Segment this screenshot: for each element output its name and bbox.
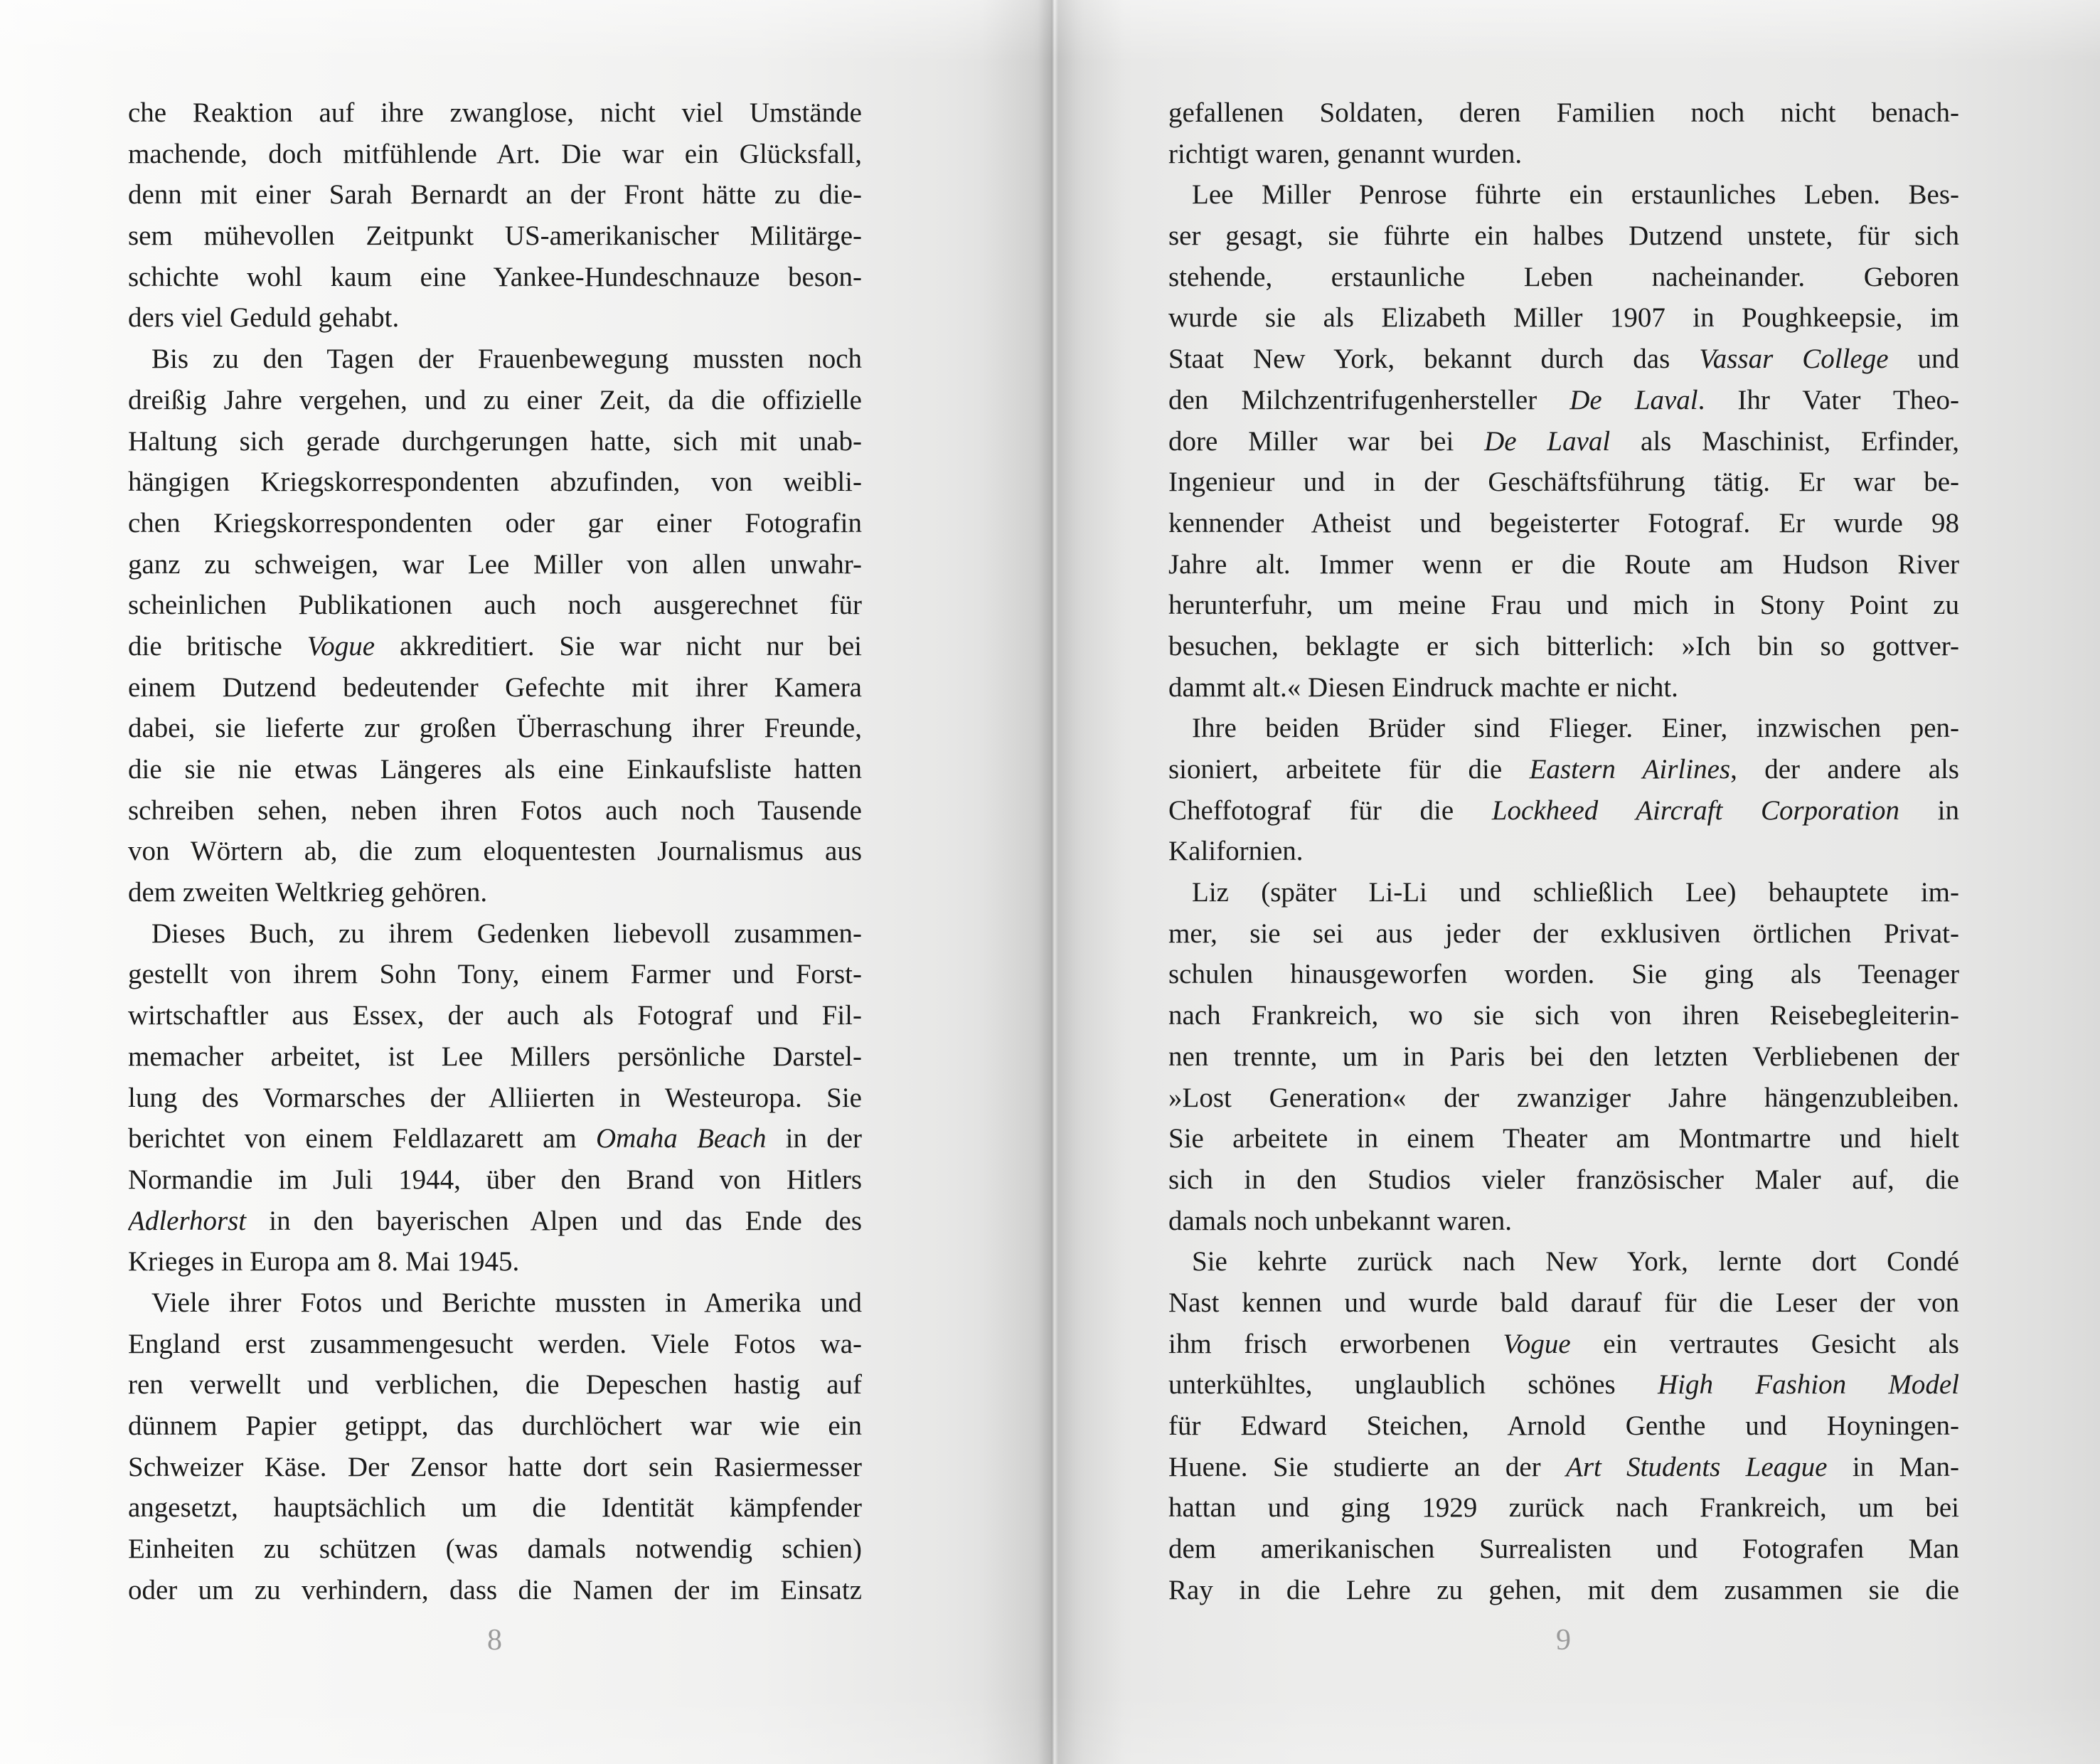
text-line	[128, 667, 862, 708]
text-segment: sem mühevollen Zeitpunkt US-amerikanischer Militärge-	[128, 220, 862, 252]
text-segment: memacher arbeitet, ist Lee Millers persönliche Darstel-	[128, 1041, 862, 1072]
text-line	[1168, 749, 1959, 790]
text-line	[1168, 1529, 1959, 1570]
text-line	[1168, 1282, 1959, 1324]
text-line	[128, 954, 862, 995]
text-segment: von Wörtern ab, die zum eloquentesten Journalismus aus	[128, 836, 862, 867]
text-segment: wurde sie als Elizabeth Miller 1907 in Poughkeepsie, im	[1168, 302, 1959, 334]
text-segment: , der andere als	[1730, 754, 1959, 785]
text-segment: Ray in die Lehre zu gehen, mit dem zusammen sie die	[1168, 1574, 1959, 1605]
text-line	[1168, 544, 1959, 585]
text-line	[1168, 1159, 1959, 1201]
text-line	[1168, 134, 1959, 175]
text-line	[128, 1570, 862, 1611]
page-gutter-shadow	[981, 0, 1124, 1764]
text-segment: Huene. Sie studierte an der	[1168, 1451, 1566, 1482]
text-line	[1168, 585, 1959, 626]
text-segment: in den bayerischen Alpen und das Ende des	[246, 1205, 862, 1236]
text-segment: einem Dutzend bedeutender Gefechte mit ihrer Kamera	[128, 671, 862, 703]
text-segment: schreiben sehen, neben ihren Fotos auch noch Tausende	[128, 795, 862, 826]
text-line	[128, 995, 862, 1036]
text-segment: nen trennte, um in Paris bei den letzten Verbliebenen der	[1168, 1041, 1959, 1072]
text-line	[1168, 174, 1959, 216]
text-segment: Staat New York, bekannt durch das	[1168, 344, 1700, 375]
text-line	[1168, 1406, 1959, 1447]
text-segment: hängigen Kriegskorrespondenten abzufinden, von weibli-	[128, 467, 862, 498]
text-line	[128, 913, 862, 955]
text-line	[128, 1529, 862, 1570]
text-segment: nach Frankreich, wo sie sich von ihren Reisebegleiterin-	[1168, 1000, 1959, 1031]
text-segment: ganz zu schweigen, war Lee Miller von allen unwahr-	[128, 548, 862, 580]
text-segment: besuchen, beklagte er sich bitterlich: »Ich bin so gottver-	[1168, 630, 1959, 662]
text-segment: ders viel Geduld gehabt.	[128, 302, 400, 334]
text-segment: Haltung sich gerade durchgerungen hatte, sich mit unab-	[128, 425, 862, 457]
text-segment: ein vertrautes Gesicht als	[1570, 1328, 1959, 1359]
text-segment: hattan und ging 1929 zurück nach Frankreich, um bei	[1168, 1492, 1959, 1524]
text-line	[1168, 667, 1959, 708]
text-line	[128, 1487, 862, 1529]
text-line	[128, 1118, 862, 1159]
text-segment: wirtschaftler aus Essex, der auch als Fotograf und Fil-	[128, 1000, 862, 1031]
text-segment: in	[1899, 795, 1959, 826]
italic-text: High Fashion Model	[1657, 1369, 1959, 1401]
text-segment: ser gesagt, sie führte ein halbes Dutzend unstete, für sich	[1168, 220, 1959, 252]
text-line	[1168, 1241, 1959, 1282]
text-line	[128, 585, 862, 626]
text-segment: dünnem Papier getippt, das durchlöchert war wie ein	[128, 1410, 862, 1441]
text-segment: scheinlichen Publikationen auch noch ausgerechnet für	[128, 590, 862, 621]
text-line	[128, 708, 862, 749]
text-line	[128, 257, 862, 298]
text-line	[128, 626, 862, 667]
text-segment: chen Kriegskorrespondenten oder gar einer Fotografin	[128, 507, 862, 538]
text-segment: dammt alt.« Diesen Eindruck machte er nicht.	[1168, 671, 1678, 703]
text-line	[1168, 1118, 1959, 1159]
italic-text: Lockheed Aircraft Corporation	[1491, 795, 1899, 826]
text-line	[128, 749, 862, 790]
text-segment: in Man-	[1827, 1451, 1959, 1482]
italic-text: Art Students League	[1566, 1451, 1828, 1482]
text-line	[1168, 216, 1959, 257]
text-segment: gefallenen Soldaten, deren Familien noch nicht benach-	[1168, 97, 1959, 128]
text-line	[1168, 1324, 1959, 1365]
text-line	[128, 1159, 862, 1201]
text-line	[128, 1406, 862, 1447]
text-segment: Liz (später Li-Li und schließlich Lee) behauptete im-	[1192, 877, 1959, 908]
text-line	[1168, 1447, 1959, 1488]
text-segment: den Milchzentrifugenhersteller	[1168, 384, 1570, 415]
text-segment: Sie arbeitete in einem Theater am Montmartre und hielt	[1168, 1123, 1959, 1154]
page-left	[128, 92, 862, 1657]
text-line	[1168, 913, 1959, 955]
text-line	[1168, 339, 1959, 380]
text-line	[1168, 872, 1959, 913]
italic-text: Omaha Beach	[595, 1123, 767, 1154]
text-segment: Jahre alt. Immer wenn er die Route am Hudson River	[1168, 548, 1959, 580]
italic-text: Eastern Airlines	[1529, 754, 1731, 785]
text-segment: England erst zusammengesucht werden. Viele Fotos wa-	[128, 1328, 862, 1359]
text-segment: dabei, sie lieferte zur großen Überraschung ihrer Freunde,	[128, 713, 862, 744]
text-segment: stehende, erstaunliche Leben nacheinander. Geboren	[1168, 261, 1959, 292]
text-segment: für Edward Steichen, Arnold Genthe und Hoyningen-	[1168, 1410, 1959, 1441]
text-line	[1168, 1570, 1959, 1611]
text-segment: und	[1888, 344, 1959, 375]
text-line	[128, 1201, 862, 1242]
text-line	[1168, 380, 1959, 421]
text-segment: Normandie im Juli 1944, über den Brand von Hitlers	[128, 1164, 862, 1195]
text-segment: dore Miller war bei	[1168, 425, 1485, 457]
text-line	[1168, 995, 1959, 1036]
italic-text: De Laval	[1569, 384, 1698, 415]
text-line	[128, 831, 862, 872]
text-line	[1168, 421, 1959, 462]
text-segment: als Maschinist, Erfinder,	[1610, 425, 1959, 457]
text-line	[1168, 462, 1959, 503]
text-segment: sioniert, arbeitete für die	[1168, 754, 1530, 785]
text-segment: dem amerikanischen Surrealisten und Fotografen Man	[1168, 1534, 1959, 1565]
text-line	[1168, 831, 1959, 872]
text-segment: Sie kehrte zurück nach New York, lernte dort Condé	[1192, 1246, 1959, 1277]
text-segment: Ihre beiden Brüder sind Flieger. Einer, inzwischen pen-	[1192, 713, 1959, 744]
text-line	[1168, 257, 1959, 298]
text-line	[128, 1241, 862, 1282]
text-segment: dem zweiten Weltkrieg gehören.	[128, 877, 488, 908]
text-line	[128, 380, 862, 421]
text-line	[1168, 708, 1959, 749]
text-line	[1168, 1364, 1959, 1406]
text-line	[128, 92, 862, 134]
text-line	[128, 134, 862, 175]
text-segment: herunterfuhr, um meine Frau und mich in Stony Point zu	[1168, 590, 1959, 621]
text-segment: die sie nie etwas Längeres als eine Einkaufsliste hatten	[128, 754, 862, 785]
text-segment: gestellt von ihrem Sohn Tony, einem Farmer und Forst-	[128, 959, 862, 990]
text-segment: kennender Atheist und begeisterter Fotograf. Er wurde 98	[1168, 507, 1959, 538]
text-line	[128, 1036, 862, 1078]
text-line	[128, 174, 862, 216]
page-right	[1168, 92, 1959, 1657]
text-line	[128, 216, 862, 257]
text-segment: akkreditiert. Sie war nicht nur bei	[375, 630, 862, 662]
text-segment: in der	[766, 1123, 862, 1154]
text-line	[128, 339, 862, 380]
text-line	[128, 503, 862, 544]
text-segment: Schweizer Käse. Der Zensor hatte dort sein Rasiermesser	[128, 1451, 862, 1482]
text-line	[1168, 626, 1959, 667]
text-line	[1168, 1201, 1959, 1242]
text-segment: machende, doch mitfühlende Art. Die war ein Glücksfall,	[128, 138, 862, 169]
text-segment: ren verwellt und verblichen, die Depeschen hastig auf	[128, 1369, 862, 1401]
text-segment: schulen hinausgeworfen worden. Sie ging als Teenager	[1168, 959, 1959, 990]
text-segment: Nast kennen und wurde bald darauf für die Leser der von	[1168, 1287, 1959, 1318]
text-block	[128, 92, 862, 1610]
text-line	[128, 544, 862, 585]
text-segment: denn mit einer Sarah Bernardt an der Front hätte zu die-	[128, 179, 862, 211]
text-segment: richtigt waren, genannt wurden.	[1168, 138, 1523, 169]
text-segment: lung des Vormarsches der Alliierten in Westeuropa. Sie	[128, 1082, 862, 1113]
text-segment: damals noch unbekannt waren.	[1168, 1205, 1513, 1236]
text-line	[128, 1282, 862, 1324]
text-line	[128, 1447, 862, 1488]
text-line	[1168, 1078, 1959, 1119]
text-segment: »Lost Generation« der zwanziger Jahre hängenzubleiben.	[1168, 1082, 1959, 1113]
text-line	[1168, 1487, 1959, 1529]
text-line	[128, 421, 862, 462]
page-number: 8	[487, 1624, 503, 1657]
italic-text: Vassar College	[1699, 344, 1889, 375]
text-segment: dreißig Jahre vergehen, und zu einer Zeit, da die offizielle	[128, 384, 862, 415]
text-segment: berichtet von einem Feldlazarett am	[128, 1123, 596, 1154]
text-line	[1168, 503, 1959, 544]
text-line	[128, 872, 862, 913]
text-line	[1168, 297, 1959, 339]
text-line	[128, 1364, 862, 1406]
text-line	[128, 790, 862, 831]
text-segment: oder um zu verhindern, dass die Namen der im Einsatz	[128, 1574, 862, 1605]
text-segment: Bis zu den Tagen der Frauenbewegung mussten noch	[151, 344, 862, 375]
text-segment: die britische	[128, 630, 307, 662]
text-line	[128, 1324, 862, 1365]
text-segment: Dieses Buch, zu ihrem Gedenken liebevoll zusammen-	[151, 918, 862, 949]
text-line	[128, 297, 862, 339]
text-segment: mer, sie sei aus jeder der exklusiven örtlichen Privat-	[1168, 918, 1959, 949]
text-segment: angesetzt, hauptsächlich um die Identität kämpfender	[128, 1492, 862, 1524]
text-segment: . Ihr Vater Theo-	[1697, 384, 1959, 415]
text-block	[1168, 92, 1959, 1610]
italic-text: Vogue	[1503, 1328, 1571, 1359]
italic-text: De Laval	[1484, 425, 1611, 457]
text-segment: schichte wohl kaum eine Yankee-Hundeschnauze beson-	[128, 261, 862, 292]
text-line	[1168, 790, 1959, 831]
text-line	[1168, 92, 1959, 134]
text-segment: che Reaktion auf ihre zwanglose, nicht viel Umstände	[128, 97, 862, 128]
text-line	[128, 1078, 862, 1119]
text-line	[1168, 954, 1959, 995]
text-segment: Kalifornien.	[1168, 836, 1304, 867]
text-segment: Einheiten zu schützen (was damals notwendig schien)	[128, 1534, 862, 1565]
text-segment: ihm frisch erworbenen	[1168, 1328, 1503, 1359]
text-segment: Ingenieur und in der Geschäftsführung tätig. Er war be-	[1168, 467, 1959, 498]
text-line	[1168, 1036, 1959, 1078]
text-segment: Lee Miller Penrose führte ein erstaunliches Leben. Bes-	[1192, 179, 1959, 211]
text-line	[128, 462, 862, 503]
text-segment: unterkühltes, unglaublich schönes	[1168, 1369, 1658, 1401]
page-number: 9	[1556, 1624, 1572, 1657]
text-segment: sich in den Studios vieler französischer Maler auf, die	[1168, 1164, 1959, 1195]
italic-text: Adlerhorst	[128, 1205, 247, 1236]
italic-text: Vogue	[307, 630, 375, 662]
text-segment: Viele ihrer Fotos und Berichte mussten in Amerika und	[151, 1287, 862, 1318]
text-segment: Cheffotograf für die	[1168, 795, 1492, 826]
text-segment: Krieges in Europa am 8. Mai 1945.	[128, 1246, 520, 1277]
